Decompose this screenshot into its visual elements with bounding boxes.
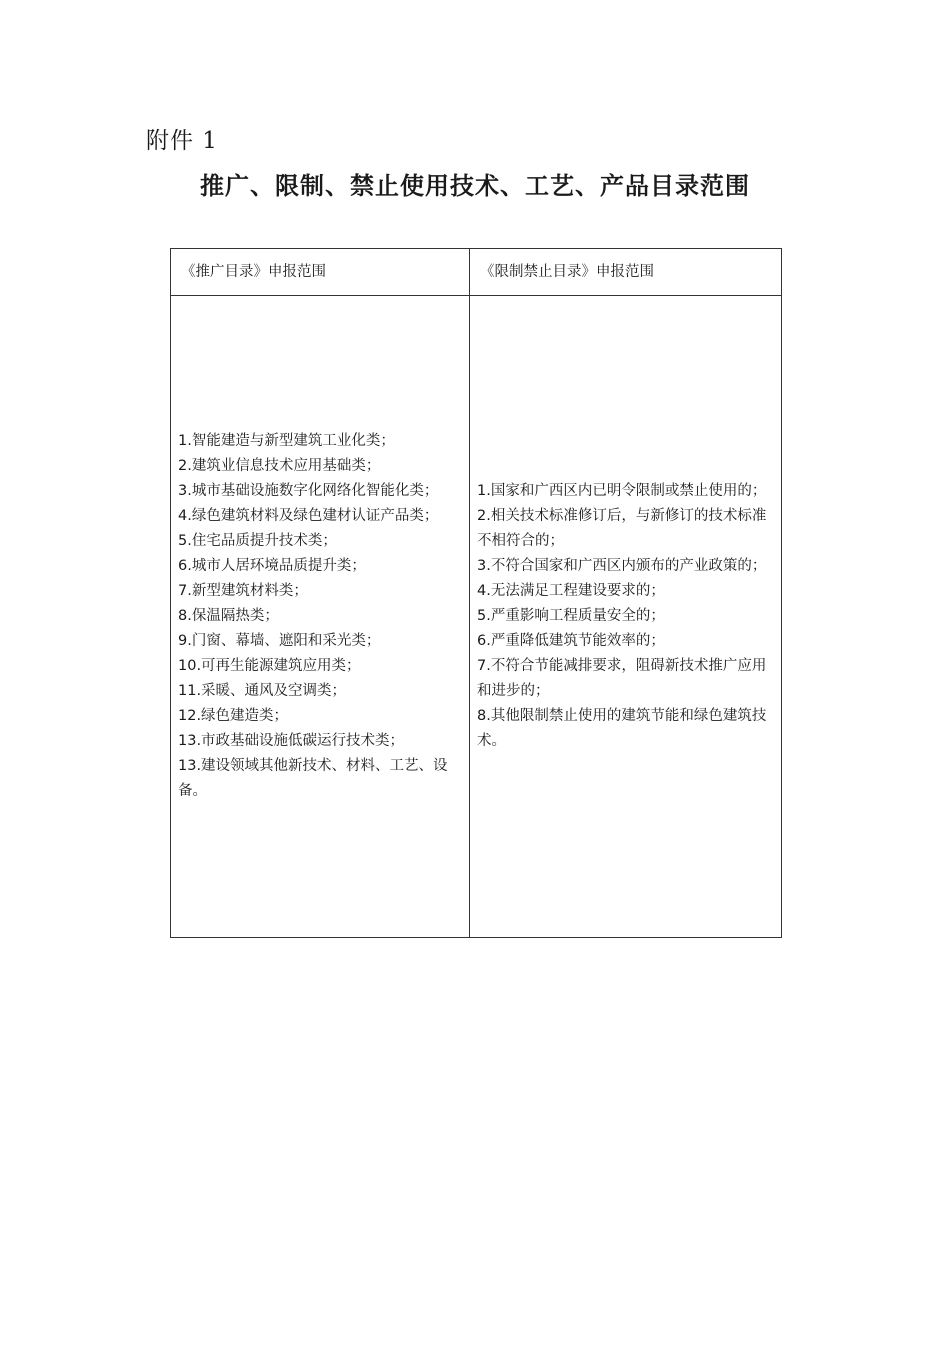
table-header-row xyxy=(171,249,782,296)
list-item: 12.绿色建造类； xyxy=(178,708,289,724)
list-item: 10.可再生能源建筑应用类； xyxy=(178,658,361,674)
promotion-scope-cell xyxy=(171,296,470,938)
scope-table xyxy=(170,248,782,938)
list-item: 5.严重影响工程质量安全的； xyxy=(477,608,665,624)
list-item: 6.城市人居环境品质提升类； xyxy=(178,558,366,574)
list-item: 3.城市基础设施数字化网络化智能化类； xyxy=(178,483,439,499)
list-item: 5.住宅品质提升技术类； xyxy=(178,533,337,549)
list-item: 3.不符合国家和广西区内颁布的产业政策的； xyxy=(477,558,767,574)
document-title: 推广、限制、禁止使用技术、工艺、产品目录范围 xyxy=(200,172,750,200)
list-item: 2.建筑业信息技术应用基础类； xyxy=(178,458,381,474)
list-item: 11.采暖、通风及空调类； xyxy=(178,683,347,699)
header-promotion-scope: 《推广目录》申报范围 xyxy=(171,249,470,296)
list-item: 1.智能建造与新型建筑工业化类； xyxy=(178,433,395,449)
list-item: 13.建设领域其他新技术、材料、工艺、设备。 xyxy=(178,758,448,799)
attachment-label: 附件 1 xyxy=(146,128,218,154)
list-item: 1.国家和广西区内已明令限制或禁止使用的； xyxy=(477,483,767,499)
list-item: 7.不符合节能减排要求，阻碍新技术推广应用和进步的； xyxy=(477,658,767,699)
promotion-items-list xyxy=(178,429,462,804)
list-item: 8.其他限制禁止使用的建筑节能和绿色建筑技术。 xyxy=(477,708,767,749)
table-body-row xyxy=(171,296,782,938)
list-item: 4.绿色建筑材料及绿色建材认证产品类； xyxy=(178,508,439,524)
list-item: 9.门窗、幕墙、遮阳和采光类； xyxy=(178,633,381,649)
list-item: 8.保温隔热类； xyxy=(178,608,279,624)
list-item: 4.无法满足工程建设要求的； xyxy=(477,583,665,599)
header-restriction-scope: 《限制禁止目录》申报范围 xyxy=(470,249,782,296)
list-item: 7.新型建筑材料类； xyxy=(178,583,308,599)
list-item: 13.市政基础设施低碳运行技术类； xyxy=(178,733,405,749)
list-item: 2.相关技术标准修订后，与新修订的技术标准不相符合的； xyxy=(477,508,767,549)
list-item: 6.严重降低建筑节能效率的； xyxy=(477,633,665,649)
restriction-items-list xyxy=(477,479,774,754)
restriction-scope-cell xyxy=(470,296,782,938)
